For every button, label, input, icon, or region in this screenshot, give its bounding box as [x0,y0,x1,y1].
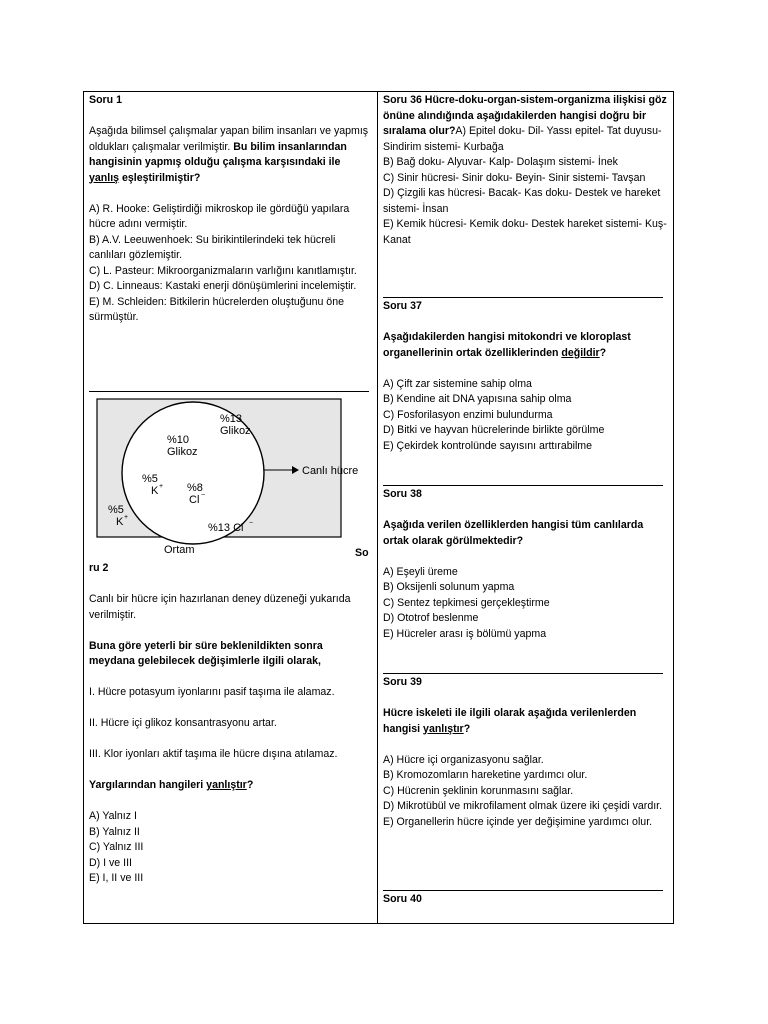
outer-glucose-value: %13 [220,413,243,425]
q39-question-part2: ? [463,722,471,735]
separator-39-40 [383,890,663,891]
inner-glucose-value: %10 [167,434,190,446]
q1-stem [89,124,371,186]
q39-block [383,675,667,830]
inner-cl-charge: − [201,492,206,499]
q2-figure [92,396,362,561]
column-divider [377,91,378,923]
q2-heading-part1: So [355,547,369,559]
outer-k-charge: + [124,514,129,521]
q38-heading: Soru 38 [383,488,422,500]
q38-option-b: B) Oksijenli solunum yapma [383,581,515,593]
q39-question-underlined: yanlıştır [423,722,464,735]
q39-option-e: E) Organellerin hücre içinde yer değişimine yardımcı olur. [383,815,653,828]
q1-option-c: C) L. Pasteur: Mikroorganizmaların varlığını kanıtlamıştır. [89,264,357,277]
q1-option-e: E) M. Schleiden: Bitkilerin hücrelerden oluştuğunu öne sürmüştür. [89,295,344,323]
q37-option-c: C) Fosforilasyon enzimi bulundurma [383,408,553,421]
q37-question-part2: ? [599,346,607,359]
q38-option-c: C) Sentez tepkimesi gerçekleştirme [383,596,550,609]
q2-option-b: B) Yalnız II [89,825,140,838]
q38-option-e: E) Hücreler arası iş bölümü yapma [383,627,547,640]
outer-cl-label: %13 Cl [208,522,244,534]
separator-36-37 [383,297,663,298]
q39-option-c: C) Hücrenin şeklinin korunmasını sağlar. [383,784,574,797]
q2-option-e: E) I, II ve III [89,872,144,884]
q1-option-b: B) A.V. Leeuwenhoek: Su birikintilerindeki tek hücreli canlıları gözlemiştir. [89,233,336,261]
q2-text2: Buna göre yeterli bir süre beklenildikten sonra meydana gelebilecek değişimlerle ilgili olarak, [89,639,323,667]
q1-option-a: A) R. Hooke: Geliştirdiği mikroskop ile gördüğü yapılara hücre adını vermiştir. [89,202,350,230]
q2-question-underlined: yanlıştır [206,779,247,791]
outer-glucose-label: Glikoz [220,425,251,437]
q2-question-part1: Yargılarından hangileri [89,779,204,791]
outer-k-label: K [116,516,124,528]
q39-heading: Soru 39 [383,676,422,688]
q38-block [383,487,667,642]
q37-block [383,299,667,454]
q40-heading: Soru 40 [383,893,422,905]
q2-question-part2: ? [246,779,254,791]
q2-option-c: C) Yalnız III [89,841,144,853]
q2-heading-part2: ru 2 [89,562,109,574]
q1-question-part2: eşleştirilmiştir? [122,171,201,184]
q1-option-d: D) C. Linneaus: Kastaki enerji dönüşümlerini incelemiştir. [89,280,357,292]
q1-intro: Aşağıda bilimsel çalışmalar yapan bilim insanları ve yapmış oldukları çalışmalar verilmiştir. [89,125,369,153]
q2-option-d: D) I ve III [89,856,132,869]
q36-block [383,93,667,248]
q38-option-a: A) Eşeyli üreme [383,565,458,578]
cell-label: Canlı hücre [302,465,359,477]
q38-option-d: D) Ototrof beslenme [383,612,479,624]
q37-option-e: E) Çekirdek kontrolünde sayısını arttırabilme [383,439,593,452]
q40-block [383,892,667,908]
q36-option-c: C) Sinir hücresi- Sinir doku- Beyin- Sinir sistemi- Tavşan [383,171,646,184]
left-column [89,93,371,326]
q36-heading-question: Soru 36 Hücre-doku-organ-sistem-organizma ilişkisi göz önüne alındığında aşağıdakilerden hangisi doğru bir sıralama olur? [383,94,667,137]
inner-cl-value: %8 [187,482,203,494]
q37-question-part1: Aşağıdakilerden hangisi mitokondri ve kloroplast organellerinin ortak özelliklerinden [383,331,631,359]
q2-option-a: A) Yalnız I [89,810,137,822]
q37-heading: Soru 37 [383,300,422,312]
q36-option-d: D) Çizgili kas hücresi- Bacak- Kas doku- Destek ve hareket sistemi- İnsan [383,187,661,215]
q2-text1: Canlı bir hücre için hazırlanan deney düzeneği yukarıda verilmiştir. [89,593,351,621]
inner-k-value: %5 [142,473,158,485]
q39-question [383,706,667,737]
medium-label: Ortam [164,544,195,556]
q39-question-part1: Hücre iskeleti ile ilgili olarak aşağıda verilenlerden hangisi [383,707,637,735]
q1-question-part1: Bu bilim insanlarından hangisinin yapmış olduğu çalışma karşısındaki ile [89,140,347,168]
inner-k-charge: + [159,483,164,490]
q2-item-2: II. Hücre içi glikoz konsantrasyonu artar. [89,717,277,729]
left-separator [89,391,369,392]
inner-k-label: K [151,485,159,497]
q1-question-underlined: yanlış [89,171,120,184]
q37-option-b: B) Kendine ait DNA yapısına sahip olma [383,393,572,405]
outer-k-value: %5 [108,504,124,516]
q37-question [383,330,667,361]
q39-option-b: B) Kromozomların hareketine yardımcı olur. [383,769,588,781]
q38-question: Aşağıda verilen özelliklerden hangisi tüm canlılarda ortak olarak görülmektedir? [383,519,644,547]
outer-cl-charge: − [249,520,254,527]
q36-stem [383,93,667,155]
q36-option-e: E) Kemik hücresi- Kemik doku- Destek hareket sistemi- Kuş- Kanat [383,218,667,246]
q36-option-b: B) Bağ doku- Alyuvar- Kalp- Dolaşım sistemi- İnek [383,156,618,168]
q36-option-a: A) Epitel doku- Dil- Yassı epitel- Tat duyusu- Sindirim sistemi- Kurbağa [383,125,662,153]
q2-item-1: I. Hücre potasyum iyonlarını pasif taşıma ile alamaz. [89,686,335,698]
q1-heading: Soru 1 [89,94,122,106]
separator-37-38 [383,485,663,486]
inner-cl-label: Cl [189,494,200,506]
q2-item-3: III. Klor iyonları aktif taşıma ile hücre dışına atılamaz. [89,748,338,760]
q39-option-d: D) Mikrotübül ve mikrofilament olmak üzere iki çeşidi vardır. [383,800,663,812]
q2-body [89,561,371,887]
q2-question [89,778,371,794]
q37-option-a: A) Çift zar sistemine sahip olma [383,377,532,390]
q39-option-a: A) Hücre içi organizasyonu sağlar. [383,753,544,766]
q37-option-d: D) Bitki ve hayvan hücrelerinde birlikte görülme [383,424,605,436]
q37-question-underlined: değildir [561,346,600,359]
inner-glucose-label: Glikoz [167,446,198,458]
separator-38-39 [383,673,663,674]
